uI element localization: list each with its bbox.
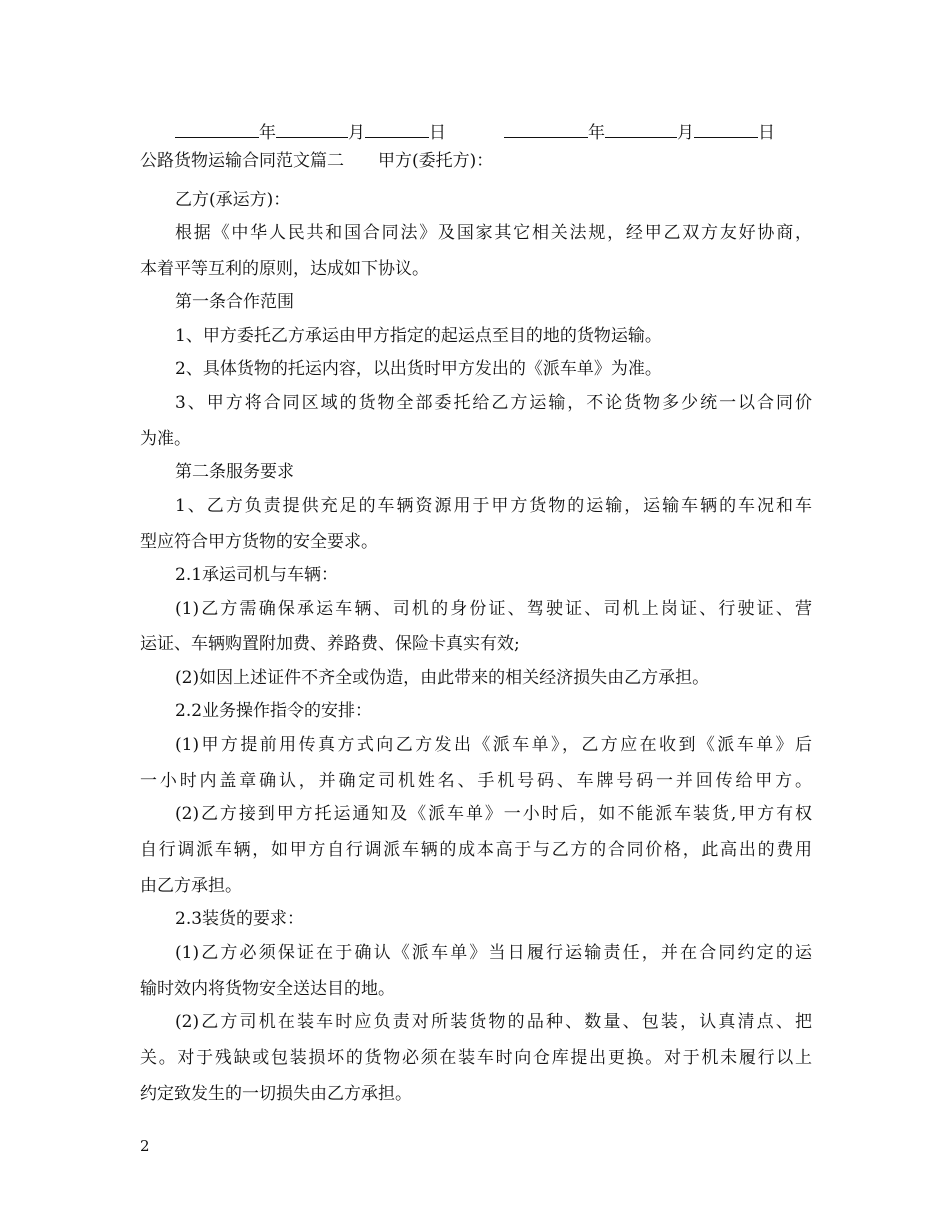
contract-title-line: 公路货物运输合同范文篇二 甲方(委托方)： xyxy=(140,151,494,171)
section-2-2-heading: 2.2业务操作指令的安排： xyxy=(175,701,373,721)
section-2-3-item-2-line-2: 关。对于残缺或包装损坏的货物必须在装车时向仓库提出更换。对于机未履行以上 xyxy=(140,1048,812,1068)
date-month-label-2: 月 xyxy=(677,123,694,143)
article-2-heading: 第二条服务要求 xyxy=(175,462,294,482)
signature-date-row xyxy=(175,119,775,145)
date-blank-day-2 xyxy=(694,119,758,138)
date-blank-month-2 xyxy=(605,119,677,138)
section-2-2-item-1-line-2: 一小时内盖章确认，并确定司机姓名、手机号码、车牌号码一并回传给甲方。 xyxy=(140,771,812,791)
section-2-3-item-1-line-1: (1)乙方必须保证在于确认《派车单》当日履行运输责任，并在合同约定的运 xyxy=(175,943,812,963)
page-number: 2 xyxy=(140,1137,150,1155)
date-blank-year-2 xyxy=(504,119,588,138)
article-1-item-3-line-1: 3、甲方将合同区域的货物全部委托给乙方运输，不论货物多少统一以合同价 xyxy=(175,393,812,413)
section-2-3-heading: 2.3装货的要求： xyxy=(175,909,305,929)
date-year-label-1: 年 xyxy=(259,123,276,143)
article-1-item-3-line-2: 为准。 xyxy=(140,429,191,449)
section-2-2-item-2-line-3: 由乙方承担。 xyxy=(140,876,242,896)
date-day-label-1: 日 xyxy=(429,123,446,143)
party-b-line: 乙方(承运方)： xyxy=(175,190,291,210)
section-2-2-item-2-line-1: (2)乙方接到甲方托运通知及《派车单》一小时后，如不能派车装货,甲方有权 xyxy=(175,804,812,824)
section-2-1-item-2: (2)如因上述证件不齐全或伪造，由此带来的相关经济损失由乙方承担。 xyxy=(175,668,710,688)
section-2-1-item-1-line-1: (1)乙方需确保承运车辆、司机的身份证、驾驶证、司机上岗证、行驶证、营 xyxy=(175,599,812,619)
preamble-line-2: 本着平等互利的原则，达成如下协议。 xyxy=(140,259,429,279)
article-2-item-1-line-1: 1、乙方负责提供充足的车辆资源用于甲方货物的运输，运输车辆的车况和车 xyxy=(175,496,812,516)
section-2-1-heading: 2.1承运司机与车辆： xyxy=(175,565,339,585)
date-day-label-2: 日 xyxy=(758,123,775,143)
article-1-heading: 第一条合作范围 xyxy=(175,292,294,312)
section-2-1-item-1-line-2: 运证、车辆购置附加费、养路费、保险卡真实有效; xyxy=(140,634,520,654)
date-blank-year-1 xyxy=(175,119,259,138)
date-month-label-1: 月 xyxy=(348,123,365,143)
date-year-label-2: 年 xyxy=(588,123,605,143)
section-2-2-item-1-line-1: (1)甲方提前用传真方式向乙方发出《派车单》，乙方应在收到《派车单》后 xyxy=(175,735,812,755)
preamble-line-1: 根据《中华人民共和国合同法》及国家其它相关法规，经甲乙双方友好协商， xyxy=(175,223,812,243)
article-2-item-1-line-2: 型应符合甲方货物的安全要求。 xyxy=(140,532,378,552)
section-2-3-item-2-line-3: 约定致发生的一切损失由乙方承担。 xyxy=(140,1084,412,1104)
section-2-3-item-2-line-1: (2)乙方司机在装车时应负责对所装货物的品种、数量、包装，认真清点、把 xyxy=(175,1012,812,1032)
section-2-2-item-2-line-2: 自行调派车辆，如甲方自行调派车辆的成本高于与乙方的合同价格，此高出的费用 xyxy=(140,840,812,860)
date-blank-day-1 xyxy=(365,119,429,138)
article-1-item-2: 2、具体货物的托运内容，以出货时甲方发出的《派车单》为准。 xyxy=(175,359,662,379)
date-blank-month-1 xyxy=(276,119,348,138)
article-1-item-1: 1、甲方委托乙方承运由甲方指定的起运点至目的地的货物运输。 xyxy=(175,326,662,346)
section-2-3-item-1-line-2: 输时效内将货物安全送达目的地。 xyxy=(140,979,395,999)
